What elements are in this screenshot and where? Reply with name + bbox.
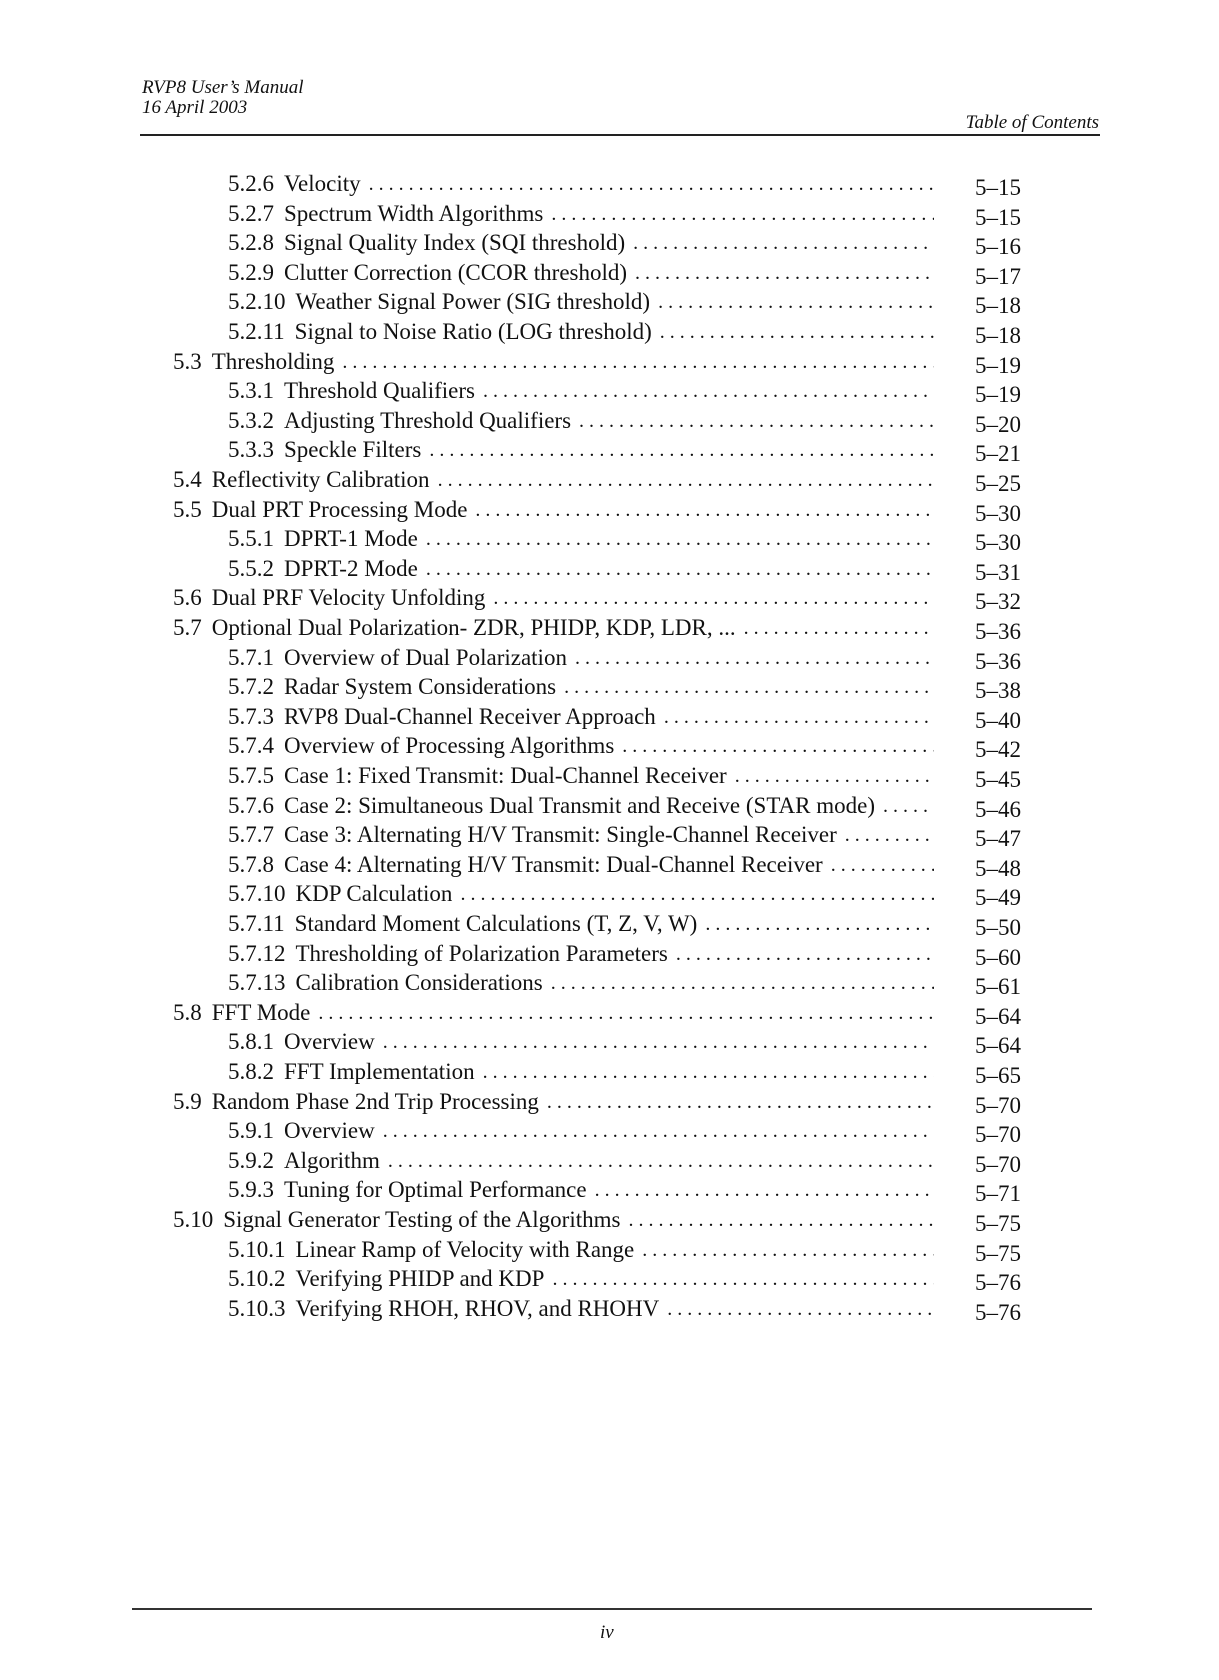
toc-leader-dots bbox=[676, 939, 934, 969]
toc-entry[interactable] bbox=[228, 228, 940, 258]
toc-leader-dots bbox=[845, 820, 934, 850]
toc-leader-dots bbox=[493, 583, 934, 613]
toc-entry-number: 5.8.2 bbox=[228, 1059, 274, 1084]
toc-entry[interactable] bbox=[228, 702, 940, 732]
toc-entry-title: Random Phase 2nd Trip Processing bbox=[211, 1088, 539, 1114]
toc-entry-number: 5.2.7 bbox=[228, 200, 274, 226]
toc-entry-page: 5–42 bbox=[975, 737, 1021, 763]
toc-entry[interactable] bbox=[228, 1294, 940, 1324]
toc-leader-dots bbox=[551, 968, 934, 998]
toc-entry-page: 5–64 bbox=[975, 1003, 1021, 1029]
toc-entry[interactable] bbox=[173, 347, 940, 377]
toc-entry-number: 5.4 bbox=[173, 467, 202, 492]
toc-entry-page: 5–38 bbox=[975, 678, 1021, 704]
toc-entry[interactable] bbox=[228, 939, 940, 969]
toc-entry[interactable] bbox=[228, 554, 940, 584]
toc-entry-title: Spectrum Width Algorithms bbox=[284, 200, 544, 226]
toc-entry-title: Velocity bbox=[284, 171, 361, 196]
toc-entry-page: 5–36 bbox=[975, 619, 1021, 644]
toc-entry-page: 5–30 bbox=[975, 500, 1021, 526]
toc-entry-page: 5–76 bbox=[975, 1270, 1021, 1296]
toc-entry-page: 5–46 bbox=[975, 796, 1021, 822]
toc-leader-dots bbox=[883, 791, 934, 821]
toc-entry-page: 5–17 bbox=[975, 263, 1021, 289]
toc-entry-number: 5.7.11 bbox=[228, 911, 285, 936]
toc-leader-dots bbox=[744, 613, 934, 643]
toc-entry[interactable] bbox=[173, 1087, 940, 1117]
toc-entry-title: Verifying RHOH, RHOV, and RHOHV bbox=[295, 1295, 660, 1321]
toc-entry-title: Overview of Dual Polarization bbox=[284, 644, 567, 670]
toc-entry[interactable] bbox=[228, 879, 940, 909]
toc-entry-title: Case 2: Simultaneous Dual Transmit and Receive (STAR mode) bbox=[284, 792, 875, 818]
toc-leader-dots bbox=[551, 199, 934, 229]
toc-entry-page: 5–31 bbox=[975, 559, 1021, 585]
toc-entry-page: 5–18 bbox=[975, 293, 1021, 319]
toc-entry-number: 5.6 bbox=[173, 585, 202, 611]
toc-entry-number: 5.3.2 bbox=[228, 407, 274, 433]
toc-entry-number: 5.3 bbox=[173, 348, 202, 374]
toc-entry-page: 5–60 bbox=[975, 944, 1021, 970]
toc-leader-dots bbox=[388, 1146, 934, 1176]
toc-entry-number: 5.7.13 bbox=[228, 970, 286, 996]
toc-entry[interactable] bbox=[228, 199, 940, 229]
toc-entry[interactable] bbox=[228, 406, 940, 436]
toc-entry-number: 5.5 bbox=[173, 496, 202, 522]
toc-entry[interactable] bbox=[228, 317, 940, 347]
toc-entry-page: 5–15 bbox=[975, 204, 1021, 230]
toc-entry[interactable] bbox=[228, 791, 940, 821]
toc-entry-number: 5.7.2 bbox=[228, 674, 274, 700]
toc-entry[interactable] bbox=[228, 820, 940, 850]
toc-entry-number: 5.2.6 bbox=[228, 171, 274, 196]
toc-leader-dots bbox=[831, 850, 934, 880]
toc-leader-dots bbox=[475, 495, 934, 525]
running-header bbox=[142, 78, 304, 118]
toc-entry-number: 5.7.4 bbox=[228, 733, 274, 759]
toc-entry-number: 5.5.1 bbox=[228, 526, 274, 552]
toc-leader-dots bbox=[460, 879, 934, 909]
toc-entry-number: 5.7.3 bbox=[228, 703, 274, 729]
toc-entry-page: 5–25 bbox=[975, 471, 1021, 496]
toc-entry-page: 5–75 bbox=[975, 1211, 1021, 1236]
toc-entry-title: FFT Mode bbox=[211, 999, 311, 1025]
toc-entry-title: DPRT-1 Mode bbox=[284, 526, 418, 552]
toc-entry[interactable] bbox=[228, 258, 940, 288]
toc-entry[interactable] bbox=[228, 672, 940, 702]
toc-entry-title: Dual PRF Velocity Unfolding bbox=[211, 585, 486, 611]
toc-entry[interactable] bbox=[228, 1175, 940, 1205]
toc-entry-title: Adjusting Threshold Qualifiers bbox=[284, 407, 572, 433]
toc-entry-page: 5–64 bbox=[975, 1033, 1021, 1059]
toc-entry-page: 5–70 bbox=[975, 1092, 1021, 1118]
toc-entry-number: 5.3.1 bbox=[228, 378, 274, 404]
toc-leader-dots bbox=[426, 524, 934, 554]
toc-entry-title: Verifying PHIDP and KDP bbox=[295, 1266, 545, 1292]
toc-entry-number: 5.2.9 bbox=[228, 259, 274, 285]
toc-entry-number: 5.7.5 bbox=[228, 763, 274, 788]
toc-entry-number: 5.10 bbox=[173, 1207, 214, 1232]
toc-leader-dots bbox=[429, 435, 934, 465]
toc-entry[interactable] bbox=[173, 998, 940, 1028]
toc-leader-dots bbox=[552, 1264, 934, 1294]
toc-entry-page: 5–30 bbox=[975, 530, 1021, 556]
toc-entry[interactable] bbox=[228, 169, 940, 199]
toc-leader-dots bbox=[342, 347, 934, 377]
toc-leader-dots bbox=[635, 258, 934, 288]
toc-entry-number: 5.7.1 bbox=[228, 644, 274, 670]
toc-entry[interactable] bbox=[173, 465, 940, 495]
toc-leader-dots bbox=[642, 1235, 934, 1265]
toc-leader-dots bbox=[564, 672, 934, 702]
toc-entry-title: Signal Generator Testing of the Algorithms bbox=[223, 1207, 621, 1232]
toc-entry-title: Calibration Considerations bbox=[295, 970, 543, 996]
toc-leader-dots bbox=[660, 317, 934, 347]
toc-entry-page: 5–49 bbox=[975, 885, 1021, 911]
toc-entry-title: Clutter Correction (CCOR threshold) bbox=[284, 259, 628, 285]
toc-entry[interactable] bbox=[173, 613, 940, 643]
toc-entry[interactable] bbox=[228, 1264, 940, 1294]
toc-entry[interactable] bbox=[173, 495, 940, 525]
toc-entry-page: 5–15 bbox=[975, 175, 1021, 200]
toc-entry-title: KDP Calculation bbox=[295, 881, 453, 907]
toc-entry-number: 5.7 bbox=[173, 615, 202, 640]
toc-entry[interactable] bbox=[173, 1205, 940, 1235]
toc-entry-title: Overview bbox=[284, 1029, 375, 1055]
toc-entry-page: 5–18 bbox=[975, 323, 1021, 348]
toc-entry-number: 5.9.1 bbox=[228, 1118, 274, 1144]
toc-leader-dots bbox=[622, 731, 934, 761]
manual-title: RVP8 User’s Manual bbox=[142, 77, 304, 98]
toc-entry-page: 5–61 bbox=[975, 974, 1021, 1000]
toc-entry[interactable] bbox=[228, 1146, 940, 1176]
toc-entry-title: Weather Signal Power (SIG threshold) bbox=[295, 289, 651, 315]
toc-entry-title: Thresholding of Polarization Parameters bbox=[295, 940, 668, 966]
toc-entry-page: 5–50 bbox=[975, 915, 1021, 940]
toc-entry-title: Thresholding bbox=[211, 348, 335, 374]
toc-entry[interactable] bbox=[228, 850, 940, 880]
toc-entry-title: Overview of Processing Algorithms bbox=[284, 733, 615, 759]
toc-leader-dots bbox=[579, 406, 934, 436]
toc-entry-number: 5.8.1 bbox=[228, 1029, 274, 1055]
toc-entry-number: 5.7.8 bbox=[228, 851, 274, 877]
toc-entry-title: Tuning for Optimal Performance bbox=[284, 1177, 587, 1203]
toc-entry-title: Standard Moment Calculations (T, Z, V, W) bbox=[294, 911, 698, 936]
toc-entry-page: 5–76 bbox=[975, 1299, 1021, 1325]
toc-leader-dots bbox=[664, 702, 934, 732]
toc-entry-title: Algorithm bbox=[284, 1147, 380, 1173]
toc-entry-page: 5–19 bbox=[975, 382, 1021, 408]
toc-entry[interactable] bbox=[228, 1027, 940, 1057]
toc-entry-page: 5–21 bbox=[975, 441, 1021, 467]
toc-entry-page: 5–65 bbox=[975, 1063, 1021, 1088]
toc-entry-number: 5.3.3 bbox=[228, 437, 274, 463]
toc-entry[interactable] bbox=[228, 761, 940, 791]
toc-entry[interactable] bbox=[228, 731, 940, 761]
toc-leader-dots bbox=[667, 1294, 934, 1324]
toc-entry-title: Signal Quality Index (SQI threshold) bbox=[284, 230, 626, 256]
toc-leader-dots bbox=[658, 287, 934, 317]
toc-entry-page: 5–45 bbox=[975, 767, 1021, 792]
toc-leader-dots bbox=[575, 643, 934, 673]
toc-entry[interactable] bbox=[228, 1116, 940, 1146]
toc-entry[interactable] bbox=[228, 524, 940, 554]
toc-entry-page: 5–71 bbox=[975, 1181, 1021, 1207]
toc-entry-number: 5.7.10 bbox=[228, 881, 286, 907]
section-title: Table of Contents bbox=[965, 112, 1099, 133]
toc-leader-dots bbox=[483, 1057, 934, 1087]
toc-entry-number: 5.10.2 bbox=[228, 1266, 286, 1292]
toc-entry[interactable] bbox=[228, 909, 940, 939]
toc-entry-title: Case 3: Alternating H/V Transmit: Single-Channel Receiver bbox=[284, 822, 837, 848]
toc-entry-page: 5–75 bbox=[975, 1240, 1021, 1266]
toc-entry-number: 5.9.3 bbox=[228, 1177, 274, 1203]
toc-entry-page: 5–70 bbox=[975, 1122, 1021, 1148]
toc-entry-title: Dual PRT Processing Mode bbox=[211, 496, 468, 522]
toc-leader-dots bbox=[318, 998, 934, 1028]
toc-leader-dots bbox=[633, 228, 934, 258]
toc-entry-number: 5.9.2 bbox=[228, 1147, 274, 1173]
page-number: iv bbox=[600, 1622, 614, 1643]
toc-leader-dots bbox=[705, 909, 934, 939]
toc-entry-page: 5–19 bbox=[975, 352, 1021, 378]
toc-entry-title: Case 4: Alternating H/V Transmit: Dual-Channel Receiver bbox=[284, 851, 823, 877]
toc-leader-dots bbox=[735, 761, 934, 791]
toc-entry-title: Radar System Considerations bbox=[284, 674, 557, 700]
toc-entry[interactable] bbox=[228, 376, 940, 406]
toc-entry-title: FFT Implementation bbox=[284, 1059, 475, 1084]
toc-leader-dots bbox=[438, 465, 934, 495]
toc-entry-title: Speckle Filters bbox=[284, 437, 422, 463]
toc-entry-page: 5–70 bbox=[975, 1151, 1021, 1177]
toc-entry[interactable] bbox=[228, 287, 940, 317]
toc-entry-title: RVP8 Dual-Channel Receiver Approach bbox=[284, 703, 656, 729]
toc-entry[interactable] bbox=[228, 1057, 940, 1087]
toc-entry-number: 5.5.2 bbox=[228, 555, 274, 581]
toc-entry[interactable] bbox=[228, 968, 940, 998]
toc-entry-number: 5.7.12 bbox=[228, 940, 286, 966]
toc-entry-title: Optional Dual Polarization- ZDR, PHIDP, KDP, LDR, ... bbox=[211, 615, 736, 640]
toc-entry-number: 5.10.1 bbox=[228, 1236, 286, 1262]
toc-entry[interactable] bbox=[228, 1235, 940, 1265]
toc-leader-dots bbox=[369, 169, 934, 199]
toc-entry-page: 5–40 bbox=[975, 707, 1021, 733]
toc-entry-page: 5–36 bbox=[975, 648, 1021, 674]
toc-entry-number: 5.9 bbox=[173, 1088, 202, 1114]
toc-entry-title: Case 1: Fixed Transmit: Dual-Channel Receiver bbox=[284, 763, 727, 788]
toc-leader-dots bbox=[483, 376, 934, 406]
header-divider bbox=[140, 134, 1100, 136]
toc-entry-title: Overview bbox=[284, 1118, 375, 1144]
toc-entry-number: 5.10.3 bbox=[228, 1295, 286, 1321]
toc-entry-number: 5.8 bbox=[173, 999, 202, 1025]
toc-entry[interactable] bbox=[228, 643, 940, 673]
manual-date: 16 April 2003 bbox=[142, 97, 248, 118]
toc-entry-page: 5–48 bbox=[975, 855, 1021, 881]
toc-leader-dots bbox=[628, 1205, 934, 1235]
footer-divider bbox=[132, 1608, 1092, 1610]
toc-entry-number: 5.2.8 bbox=[228, 230, 274, 256]
toc-entry-page: 5–47 bbox=[975, 826, 1021, 852]
toc-entry[interactable] bbox=[228, 435, 940, 465]
toc-entry-title: DPRT-2 Mode bbox=[284, 555, 418, 581]
toc-entry-number: 5.7.7 bbox=[228, 822, 274, 848]
toc-entry-number: 5.2.10 bbox=[228, 289, 286, 315]
toc-entry-title: Signal to Noise Ratio (LOG threshold) bbox=[294, 319, 652, 344]
toc-entry-number: 5.7.6 bbox=[228, 792, 274, 818]
toc-leader-dots bbox=[426, 554, 934, 584]
toc-leader-dots bbox=[595, 1175, 934, 1205]
toc-entry-page: 5–32 bbox=[975, 589, 1021, 615]
toc-entry-title: Threshold Qualifiers bbox=[284, 378, 475, 404]
toc-entry-page: 5–16 bbox=[975, 234, 1021, 260]
toc-entry-title: Reflectivity Calibration bbox=[211, 467, 430, 492]
toc-entry-number: 5.2.11 bbox=[228, 319, 285, 344]
toc-leader-dots bbox=[547, 1087, 934, 1117]
toc-entry-page: 5–20 bbox=[975, 411, 1021, 437]
toc-entry[interactable] bbox=[173, 583, 940, 613]
toc-entry-title: Linear Ramp of Velocity with Range bbox=[295, 1236, 635, 1262]
toc-leader-dots bbox=[383, 1027, 934, 1057]
toc-leader-dots bbox=[383, 1116, 934, 1146]
